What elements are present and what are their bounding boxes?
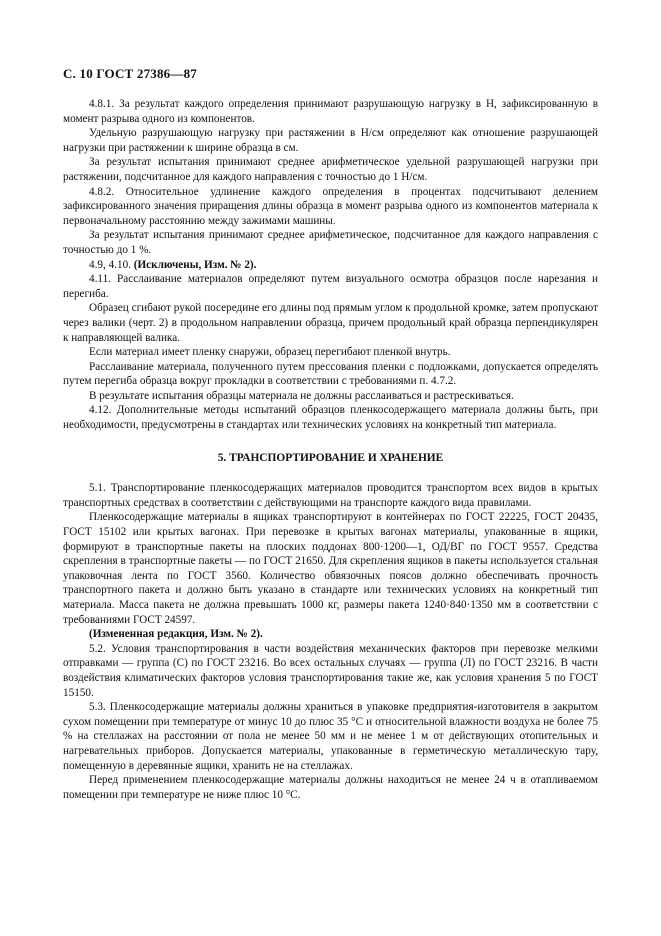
- paragraph-5-2: 5.2. Условия транспортирования в части воздействия механических факторов при перевозке мелкими отправками — группа (С) по ГОСТ 23216. Во всех остальных случаях — группа (Л) по ГОСТ 23216. В части воздействия климатических факторов условия транспортирования такие же, как условия хранения 5 по ГОСТ 15150.: [63, 642, 598, 699]
- document-body: [63, 97, 598, 802]
- paragraph-before-use: Перед применением пленкосодержащие материалы должны находиться не менее 24 ч в отапливаемом помещении при температуре не ниже плюс 10 °С.: [63, 774, 598, 801]
- page-header: С. 10 ГОСТ 27386—87: [63, 66, 197, 81]
- paragraph-test-result-elongation: За результат испытания принимают среднее арифметическое, подсчитанное для каждого направления с точностью до 1 %.: [63, 229, 598, 256]
- paragraph-packing-transport: Пленкосодержащие материалы в ящиках транспортируют в контейнерах по ГОСТ 22225, ГОСТ 20435, ГОСТ 15102 или крытых вагонах. При перевозке в крытых вагонах материалы, упакованные в ящики, формируют в транспортные пакеты на плоских поддонах 800·1200—1, ОД/ВГ по ГОСТ 9557. Средства скрепления в транспортные пакеты — по ГОСТ 21650. Для скрепления ящиков в пакеты используется стальная упаковочная лента по ГОСТ 3560. Количество обвязочных поясов должно обеспечивать прочность транспортного пакета и должно быть указано в стандарте или технических условиях на конкретный тип материала. Масса пакета не должна превышать 1000 кг, размеры пакета 1240·840·1350 мм в соответствии с требованиями ГОСТ 24597.: [63, 511, 598, 626]
- paragraph-4-8-1: 4.8.1. За результат каждого определения принимают разрушающую нагрузку в Н, зафиксированную в момент разрыва одного из компонентов.: [63, 98, 598, 125]
- excluded-prefix: 4.9, 4.10.: [89, 258, 134, 271]
- paragraph-amended-edition: [63, 627, 598, 642]
- paragraph-4-11: 4.11. Расслаивание материалов определяют путем визуального осмотра образцов после нарезания и перегиба.: [63, 273, 598, 300]
- paragraph-5-1: 5.1. Транспортирование пленкосодержащих материалов проводится транспортом всех видов в крытых транспортных средствах в соответствии с действующими на транспорте каждого вида правилами.: [63, 482, 598, 509]
- paragraph-4-9-4-10: [63, 258, 598, 273]
- paragraph-test-result-load: За результат испытания принимают среднее арифметическое удельной разрушающей нагрузки при растяжении, подсчитанное для каждого направления с точностью до 1 Н/см.: [63, 156, 598, 183]
- paragraph-specific-load: Удельную разрушающую нагрузку при растяжении в Н/см определяют как отношение разрушающей нагрузки при растяжении к ширине образца в см.: [63, 127, 598, 154]
- paragraph-4-8-2: 4.8.2. Относительное удлинение каждого определения в процентах подсчитывают делением зафиксированного значения приращения длины образца в момент разрыва одного из компонентов материала к первоначальному расстоянию между зажимами машины.: [63, 185, 598, 227]
- paragraph-film-outside: Если материал имеет пленку снаружи, образец перегибают пленкой внутрь.: [89, 346, 451, 359]
- excluded-note: (Исключены, Изм. № 2).: [133, 258, 257, 271]
- paragraph-bending: Образец сгибают рукой посередине его длины под прямым углом к продольной кромке, затем пропускают через валики (черт. 2) в продольном направлении образца, причем продольный край образца перпендикулярен к направляющей валика.: [63, 302, 598, 344]
- amended-note: (Измененная редакция, Изм. № 2).: [89, 628, 263, 641]
- paragraph-4-12: 4.12. Дополнительные методы испытаний образцов пленкосодержащего материала должны быть, при необходимости, предусмотрены в стандартах или технических условиях на конкретный тип материала.: [63, 404, 598, 432]
- paragraph-no-delamination: В результате испытания образцы материала не должны расслаиваться и растрескиваться.: [89, 389, 514, 402]
- paragraph-delamination-pressing: Расслаивание материала, полученного путем прессования пленки с подложками, допускается определять путем перегиба образца вокруг прокладки в соответствии с требованиями п. 4.7.2.: [63, 360, 598, 388]
- section-title: 5. ТРАНСПОРТИРОВАНИЕ И ХРАНЕНИЕ: [217, 451, 444, 464]
- paragraph-5-3: 5.3. Пленкосодержащие материалы должны храниться в упаковке предприятия-изготовителя в закрытом сухом помещении при температуре от минус 10 до плюс 35 °С и относительной влажности воздуха не более 75 % на стеллажах на расстоянии от пола не менее 50 мм и не менее 1 м от действующих отопительных и нагревательных приборов. Допускается материалы, упакованные в герметическую металлическую тару, помещенную в деревянные ящики, хранить не на стеллажах.: [63, 701, 598, 772]
